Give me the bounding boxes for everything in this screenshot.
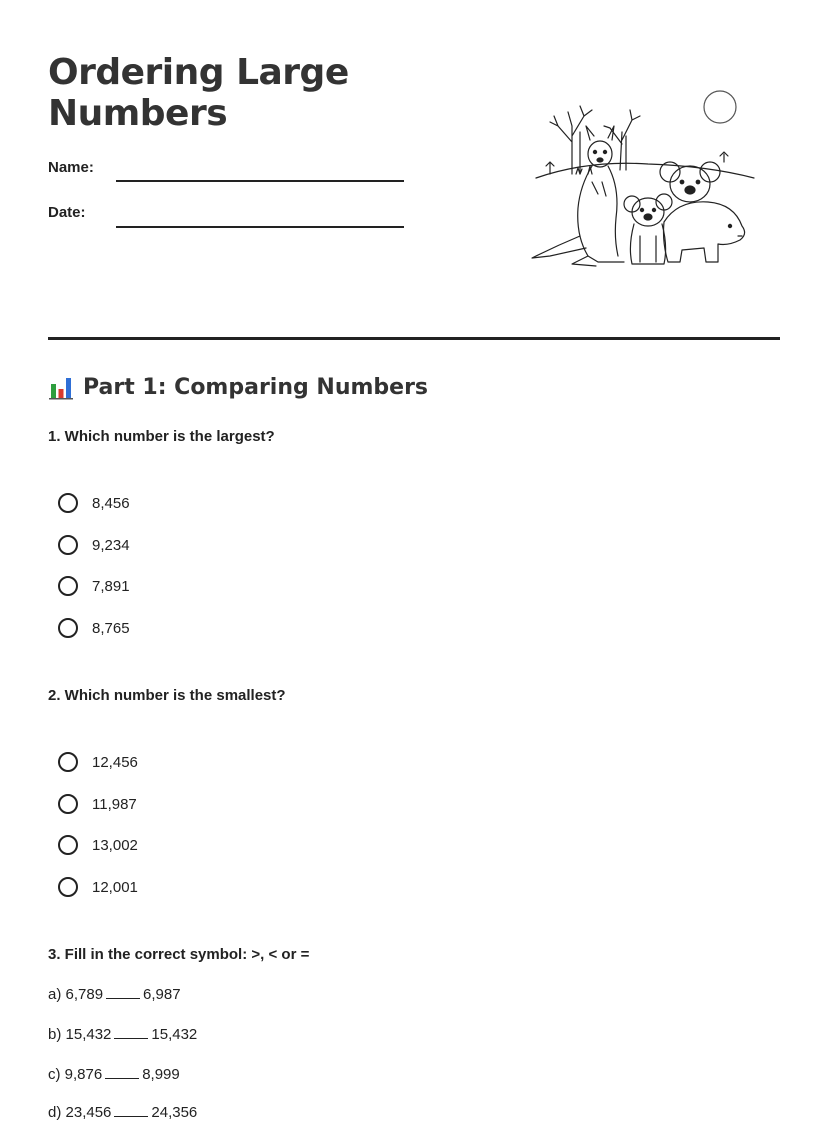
fill-item-d bbox=[48, 1104, 197, 1121]
section-heading-text: Part 1: Comparing Numbers bbox=[83, 374, 429, 400]
symbol-blank[interactable] bbox=[114, 1026, 148, 1039]
option-label: 7,891 bbox=[92, 577, 130, 595]
symbol-blank[interactable] bbox=[106, 986, 140, 999]
australian-animals-illustration bbox=[528, 86, 760, 272]
fill-item-right: 15,432 bbox=[151, 1026, 198, 1043]
option-label: 9,234 bbox=[92, 536, 130, 554]
q1-option-4[interactable] bbox=[58, 616, 130, 640]
fill-item-right: 24,356 bbox=[151, 1104, 198, 1121]
worksheet-title: Ordering Large Numbers bbox=[48, 52, 349, 134]
q1-option-1[interactable] bbox=[58, 491, 130, 515]
radio-button[interactable] bbox=[58, 493, 78, 513]
fill-item-c bbox=[48, 1066, 180, 1083]
q1-option-3[interactable] bbox=[58, 574, 130, 598]
q2-option-2[interactable] bbox=[58, 792, 137, 816]
option-label: 8,765 bbox=[92, 619, 130, 637]
q1-option-2[interactable] bbox=[58, 533, 130, 557]
question-1-prompt: 1. Which number is the largest? bbox=[48, 428, 275, 445]
fill-item-right: 6,987 bbox=[143, 986, 181, 1003]
q2-option-1[interactable] bbox=[58, 750, 138, 774]
fill-item-left: b) 15,432 bbox=[48, 1026, 112, 1043]
q2-option-3[interactable] bbox=[58, 833, 138, 857]
option-label: 12,001 bbox=[92, 878, 138, 896]
radio-button[interactable] bbox=[58, 535, 78, 555]
radio-button[interactable] bbox=[58, 794, 78, 814]
symbol-blank[interactable] bbox=[114, 1104, 148, 1117]
question-3-prompt: 3. Fill in the correct symbol: >, < or = bbox=[48, 946, 310, 963]
symbol-blank[interactable] bbox=[105, 1066, 139, 1079]
radio-button[interactable] bbox=[58, 835, 78, 855]
section-heading-part-1 bbox=[48, 374, 428, 400]
q2-option-4[interactable] bbox=[58, 875, 138, 899]
option-label: 11,987 bbox=[92, 795, 137, 813]
option-label: 8,456 bbox=[92, 494, 130, 512]
name-field[interactable] bbox=[116, 180, 404, 182]
radio-button[interactable] bbox=[58, 618, 78, 638]
fill-item-right: 8,999 bbox=[142, 1066, 180, 1083]
radio-button[interactable] bbox=[58, 877, 78, 897]
date-label: Date: bbox=[48, 204, 86, 221]
radio-button[interactable] bbox=[58, 752, 78, 772]
bar-chart-icon bbox=[48, 374, 74, 400]
fill-item-left: c) 9,876 bbox=[48, 1066, 103, 1083]
date-field[interactable] bbox=[116, 226, 404, 228]
question-2-prompt: 2. Which number is the smallest? bbox=[48, 687, 286, 704]
fill-item-a bbox=[48, 986, 181, 1003]
name-label: Name: bbox=[48, 159, 94, 176]
fill-item-left: a) 6,789 bbox=[48, 986, 104, 1003]
radio-button[interactable] bbox=[58, 576, 78, 596]
option-label: 12,456 bbox=[92, 753, 138, 771]
fill-item-left: d) 23,456 bbox=[48, 1104, 112, 1121]
fill-item-b bbox=[48, 1026, 197, 1043]
option-label: 13,002 bbox=[92, 836, 138, 854]
section-divider bbox=[48, 337, 780, 340]
